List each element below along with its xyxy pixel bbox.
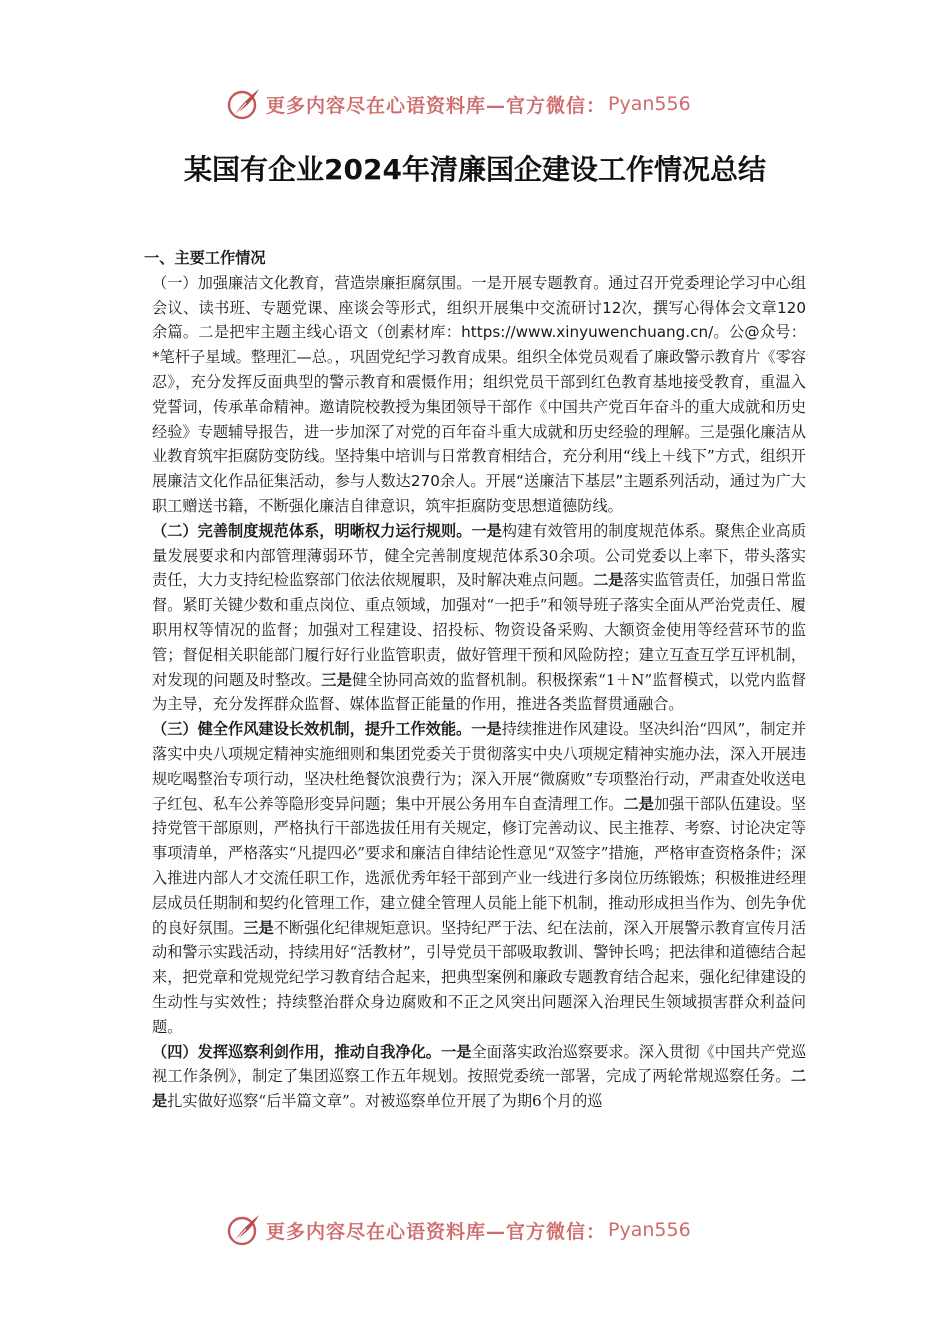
watermark-text: 更多内容尽在心语资料库—官方微信： [266,94,607,117]
quill-logo-icon [226,1212,262,1248]
paragraph-2-a: 构建有效管用的制度规范体系。聚焦企业高质量发展要求和内部管理薄弱环节，健全完善制度规范体系30余项。公司党委以上率下，带头落实责任，大力支持纪检监察部门依法依规履职，及时解决难点问题。 [152,521,807,590]
paragraph-4-lead: （四）发挥巡察利剑作用，推动自我净化。一是 [152,1042,472,1061]
document-title: 某国有企业2024年清廉国企建设工作情况总结 [184,153,766,186]
paragraph-4 [144,1040,806,1114]
quill-logo-icon [226,86,262,122]
paragraph-3-b-lead: 二是 [623,794,654,813]
watermark-wechat-id: Pyan556 [608,1219,691,1241]
paragraph-3-lead: （三）健全作风建设长效机制，提升工作效能。一是 [152,720,502,739]
watermark-footer [226,1210,746,1250]
paragraph-3-c-lead: 三是 [243,918,274,937]
paragraph-3-c: 不断强化纪律规矩意识。坚持纪严于法、纪在法前，深入开展警示教育宣传月活动和警示实践活动，持续用好“活教材”，引导党员干部吸取教训、警钟长鸣；把法律和道德结合起来，把党章和党规党纪学习教育结合起来，把典型案例和廉政专题教育结合起来，强化纪律建设的生动性与实效性；持续整治群众身边腐败和不正之风突出问题深入治理民生领域损害群众利益问题。 [152,918,807,1036]
paragraph-4-a: 全面落实政治巡察要求。深入贯彻《中国共产党巡视工作条例》，制定了集团巡察工作五年规划。按照党委统一部署，完成了两轮常规巡察任务。 [152,1042,807,1086]
paragraph-1: （一）加强廉洁文化教育，营造崇廉拒腐氛围。一是开展专题教育。通过召开党委理论学习中心组会议、读书班、专题党课、座谈会等形式，组织开展集中交流研讨12次，撰写心得体会文章120余篇。二是把牢主题主线心语文（创素材库：https://www.xinyuwenchuang.cn/。公@众号：*笔杆子星域。整理汇—总。，巩固党纪学习教育成果。组织全体党员观看了廉政警示教育片《零容忍》，充分发挥反面典型的警示教育和震慑作用；组织党员干部到红色教育基地接受教育，重温入党誓词，传承革命精神。邀请院校教授为集团领导干部作《中国共产党百年奋斗的重大成就和历史经验》专题辅导报告，进一步加深了对党的百年奋斗重大成就和历史经验的理解。三是强化廉洁从业教育筑牢拒腐防变防线。坚持集中培训与日常教育相结合，充分利用“线上＋线下”方式，组织开展廉洁文化作品征集活动，参与人数达270余人。开展“送廉洁下基层”主题系列活动，通过为广大职工赠送书籍，不断强化廉洁自律意识，筑牢拒腐防变思想道德防线。 [152,273,806,515]
paragraph-2-b-lead: 二是 [593,571,624,590]
paragraph-3-a: 持续推进作风建设。坚决纠治“四风”，制定并落实中央八项规定精神实施细则和集团党委关于贯彻落实中央八项规定精神实施办法，深入开展违规吃喝整治专项行动，坚决杜绝餐饮浪费行为；深入开展“微腐败”专项整治行动，严肃查处收送电子红包、私车公养等隐形变异问题；集中开展公务用车自查清理工作。 [152,720,807,813]
paragraph-2 [144,519,806,717]
watermark-header [226,84,746,124]
paragraph-2-c: 健全协同高效的监督机制。积极探索“1＋N”监督模式，以党内监督为主导，充分发挥群众监督、媒体监督正能量的作用，推进各类监督贯通融合。 [152,670,807,714]
watermark-wechat-id: Pyan556 [608,93,691,115]
watermark-text: 更多内容尽在心语资料库—官方微信： [266,1220,607,1243]
section-heading: 一、主要工作情况 [144,249,266,267]
paragraph-2-b: 落实监管责任，加强日常监督。紧盯关键少数和重点岗位、重点领域，加强对“一把手”和领导班子落实全面从严治党责任、履职用权等情况的监督；加强对工程建设、招投标、物资设备采购、大额资金使用等经营环节的监管；督促相关职能部门履行好行业监管职责，做好管理干预和风险防控；建立互查互学互评机制，对发现的问题及时整改。 [152,571,807,689]
paragraph-2-c-lead: 三是 [321,670,352,689]
document-body [144,246,806,1114]
paragraph-3 [144,717,806,1039]
paragraph-3-b: 加强干部队伍建设。坚持党管干部原则，严格执行干部选拔任用有关规定，修订完善动议、民主推荐、考察、讨论决定等事项清单，严格落实“凡提四必”要求和廉洁自律结论性意见“双签字”措施，严格审查资格条件；深入推进内部人才交流任职工作，选派优秀年轻干部到产业一线进行多岗位历练锻炼；积极推进经理层成员任期制和契约化管理工作，建立健全管理人员能上能下机制，推动形成担当作为、创先争优的良好氛围。 [152,794,807,937]
paragraph-2-lead: （二）完善制度规范体系，明晰权力运行规则。一是 [152,521,502,540]
paragraph-4-b: 扎实做好巡察“后半篇文章”。对被巡察单位开展了为期6个月的巡 [167,1092,603,1111]
paragraph-4-b-lead: 二是 [152,1067,806,1111]
